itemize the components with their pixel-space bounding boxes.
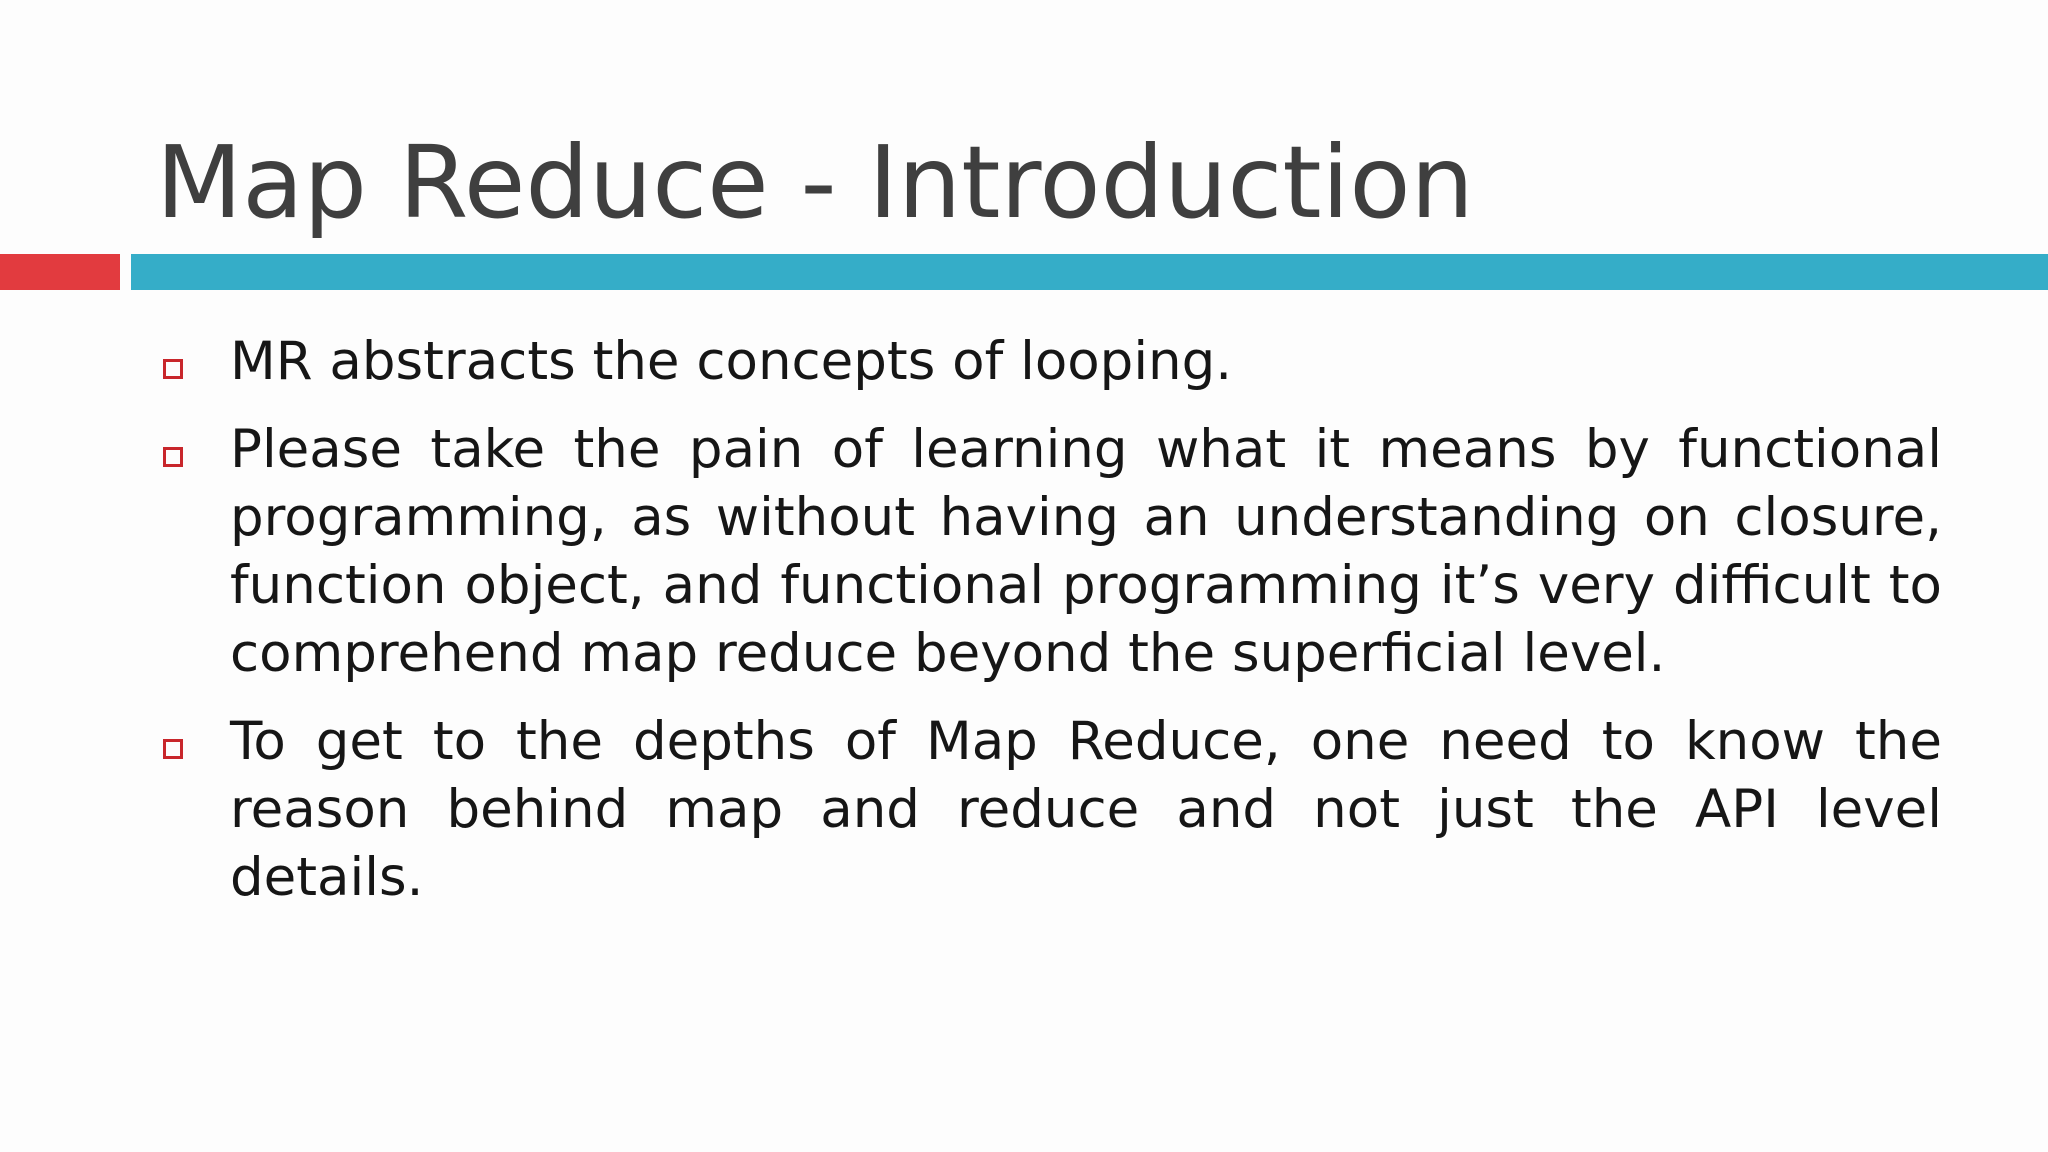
bullet-text: To get to the depths of Map Reduce, one need to know the reason behind map and reduce and not just the API level details.	[230, 711, 1942, 908]
bullet-item	[160, 416, 1942, 688]
title-underline-red-accent	[0, 254, 120, 290]
bullet-text: Please take the pain of learning what it means by functional programming, as without having an understanding on closure, function object, and functional programming it’s very difficult to comprehend map reduce beyond the superficial level.	[230, 419, 1942, 684]
slide-title: Map Reduce - Introduction	[156, 124, 1474, 241]
hollow-square-bullet-icon	[163, 359, 183, 379]
bullet-item	[160, 328, 1942, 396]
hollow-square-bullet-icon	[163, 447, 183, 467]
bullet-text: MR abstracts the concepts of looping.	[230, 331, 1233, 392]
bullet-list	[160, 328, 1942, 932]
title-underline-blue-bar	[131, 254, 2048, 290]
bullet-item	[160, 708, 1942, 912]
hollow-square-bullet-icon	[163, 739, 183, 759]
